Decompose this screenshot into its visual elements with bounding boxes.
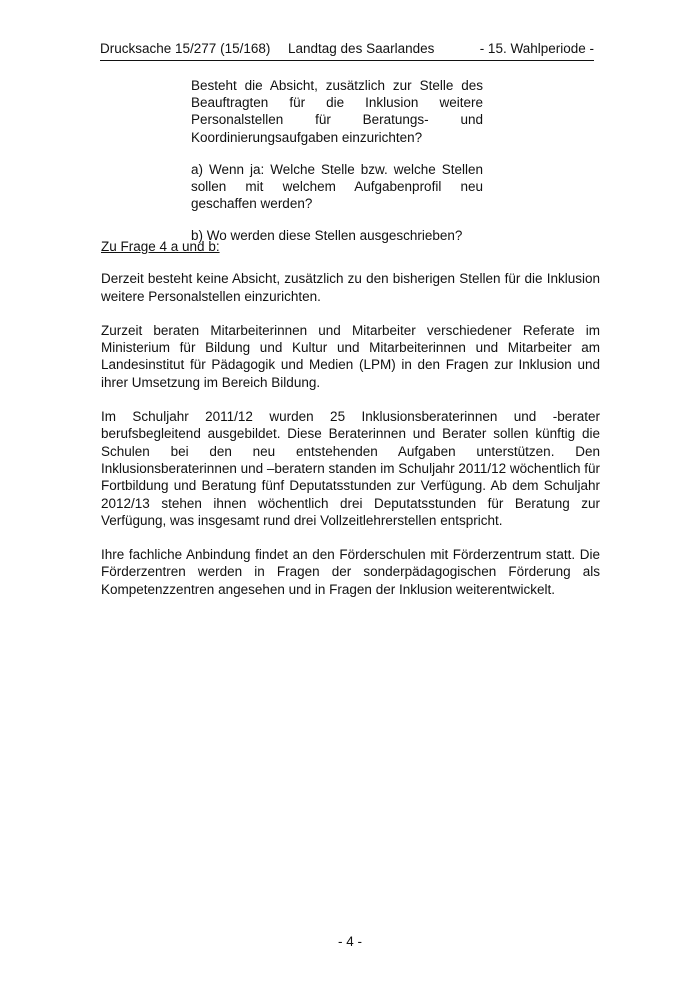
header-landtag: Landtag des Saarlandes xyxy=(288,41,435,56)
question-block xyxy=(191,77,483,260)
header-wahlperiode: - 15. Wahlperiode - xyxy=(479,41,594,56)
page-number: - 4 - xyxy=(337,934,362,949)
answer-paragraph: Ihre fachliche Anbindung findet an den Förderschulen mit Förderzentrum statt. Die Förderzentren werden in Fragen der sonderpädagogischen Förderung als Kompetenzzentren angesehen und in Fragen der Inklusion weiterentwickelt. xyxy=(101,547,600,597)
answer-paragraph: Zurzeit beraten Mitarbeiterinnen und Mitarbeiter verschiedener Referate im Ministerium für Bildung und Kultur und Mitarbeiterinnen und Mitarbeiter am Landesinstitut für Pädagogik und Medien (LPM) in den Fragen zur Inklusion und ihrer Umsetzung im Bereich Bildung. xyxy=(101,322,600,390)
answer-paragraph: Im Schuljahr 2011/12 wurden 25 Inklusionsberaterinnen und -berater berufsbegleitend ausgebildet. Diese Beraterinnen und Berater sollen künftig die Schulen bei den neu entstehenden Aufgaben unterstützen. Den Inklusionsberaterinnen und –beratern standen im Schuljahr 2011/12 wöchentlich für Fortbildung und Beratung fünf Deputatsstunden zur Verfügung. Ab dem Schuljahr 2012/13 stehen ihnen wöchentlich drei Deputatsstunden für Beratung zur Verfügung, was insgesamt rund drei Vollzeitlehrerstellen entspricht. xyxy=(101,409,600,528)
page-header xyxy=(100,40,594,61)
answer-paragraph: Derzeit besteht keine Absicht, zusätzlich zu den bisherigen Stellen für die Inklusion weitere Personalstellen einzurichten. xyxy=(101,271,600,304)
question-intro: Besteht die Absicht, zusätzlich zur Stelle des Beauftragten für die Inklusion weitere Personalstellen für Beratungs- und Koordinierungsaufgaben einzurichten? xyxy=(191,78,483,145)
question-part-b: b) Wo werden diese Stellen ausgeschrieben? xyxy=(191,228,463,244)
question-part-a: a) Wenn ja: Welche Stelle bzw. welche Stellen sollen mit welchem Aufgabenprofil neu geschaffen werden? xyxy=(191,161,483,212)
answer-block xyxy=(101,238,600,615)
header-drucksache: Drucksache 15/277 (15/168) xyxy=(100,41,271,56)
answer-heading: Zu Frage 4 a und b: xyxy=(101,239,220,254)
